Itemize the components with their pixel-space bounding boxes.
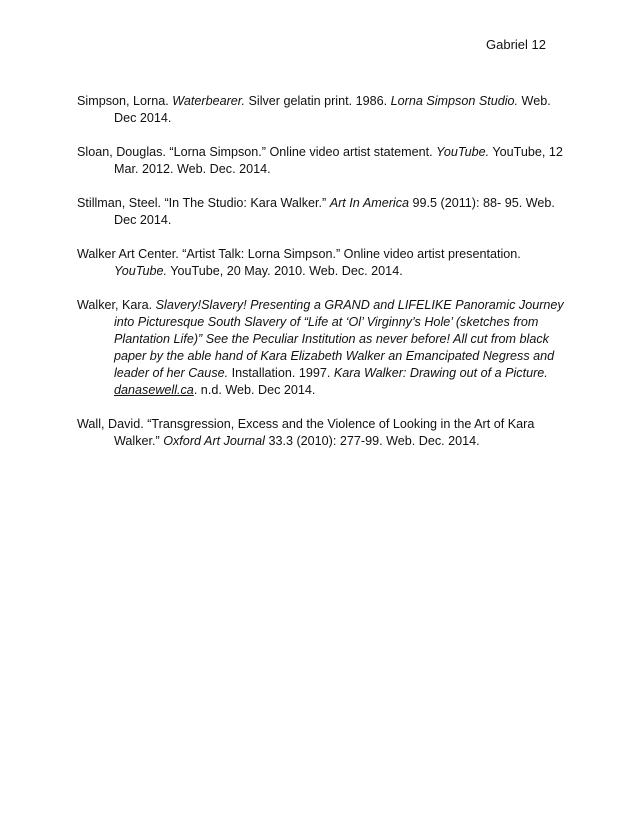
citation-text: Wall, David. “Transgression, Excess and the Violence of Looking in the Art of Kara Walker.”: [77, 417, 535, 448]
citation-text: Installation. 1997.: [228, 366, 334, 380]
running-head: Gabriel 12: [486, 37, 546, 52]
citation-text: . n.d. Web. Dec 2014.: [193, 383, 316, 397]
citation-stillman: [77, 195, 567, 229]
citation-title: Slavery!Slavery! Presenting a GRAND and LIFELIKE Panoramic Journey into Picturesque South Slavery of “Life at ‘Ol’ Virginny’s Hole’ (sketches from Plantation Life)” See the Peculiar Institution as never before! All cut from black paper by the able hand of Kara Elizabeth Walker an Emancipated Negress and leader of her Cause.: [114, 298, 564, 380]
citation-text: Sloan, Douglas. “Lorna Simpson.” Online video artist statement.: [77, 145, 437, 159]
citation-container: Art In America: [329, 196, 410, 210]
citation-text: Walker Art Center. “Artist Talk: Lorna Simpson.” Online video artist presentation.: [77, 247, 521, 261]
citation-container: YouTube.: [436, 145, 490, 159]
citation-container: Lorna Simpson Studio.: [390, 94, 519, 108]
citation-text: Walker, Kara.: [77, 298, 156, 312]
citation-website-link[interactable]: danasewell.ca: [114, 383, 194, 397]
citation-title: Waterbearer.: [172, 94, 246, 108]
citation-container: YouTube.: [114, 264, 167, 278]
works-cited-list: [77, 93, 567, 450]
citation-text: YouTube, 12 Mar. 2012. Web. Dec. 2014.: [114, 145, 563, 176]
citation-text: Silver gelatin print. 1986.: [245, 94, 391, 108]
citation-text: YouTube, 20 May. 2010. Web. Dec. 2014.: [166, 264, 403, 278]
citation-container: Oxford Art Journal: [163, 434, 265, 448]
citation-text: Simpson, Lorna.: [77, 94, 173, 108]
citation-simpson: [77, 93, 567, 127]
citation-text: Web. Dec 2014.: [114, 94, 551, 125]
citation-wall: [77, 416, 567, 450]
citation-walker-art-center: [77, 246, 567, 280]
citation-walker-kara: [77, 297, 567, 399]
citation-text: 99.5 (2011): 88- 95. Web. Dec 2014.: [114, 196, 555, 227]
citation-sloan: [77, 144, 567, 178]
citation-text: 33.3 (2010): 277-99. Web. Dec. 2014.: [264, 434, 480, 448]
citation-container: Kara Walker: Drawing out of a Picture.: [333, 366, 548, 380]
citation-text: Stillman, Steel. “In The Studio: Kara Walker.”: [77, 196, 330, 210]
